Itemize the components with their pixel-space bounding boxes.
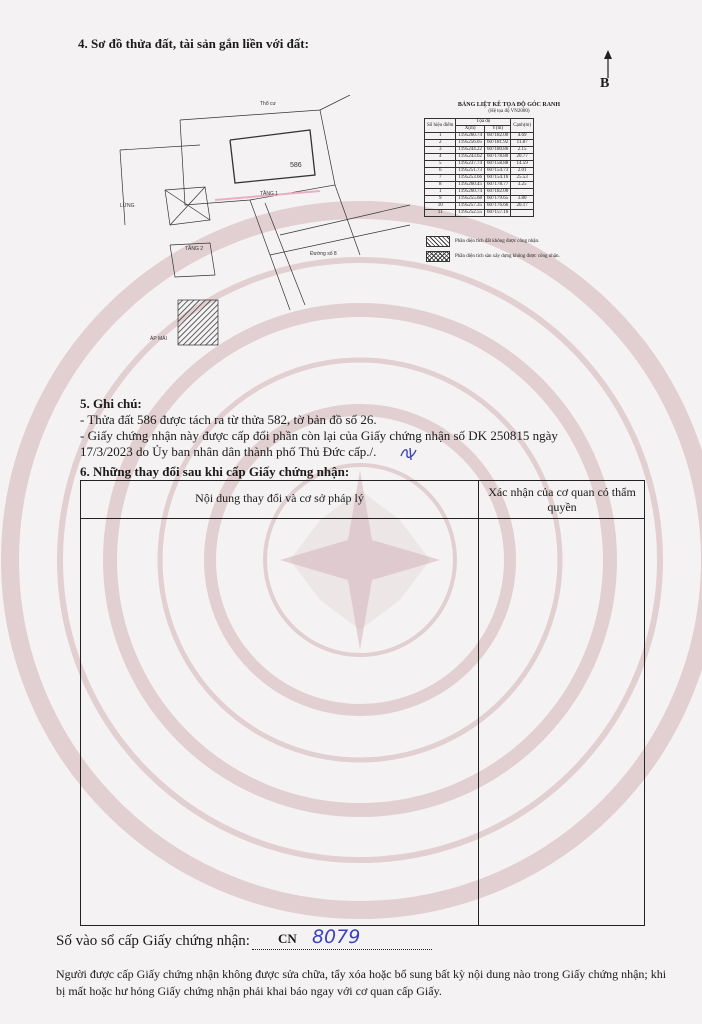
coord-header-id: Số hiệu điểm — [425, 119, 456, 133]
legend-text-land: Phần diện tích đất không được công nhận. — [455, 239, 540, 244]
coord-cell-c — [511, 189, 534, 196]
coord-cell-c: 4.69 — [511, 133, 534, 140]
coord-row — [425, 182, 534, 189]
coord-cell-x: 1195256.05 — [456, 140, 485, 147]
coord-cell-c: 3.80 — [511, 196, 534, 203]
register-field — [252, 926, 432, 950]
coord-cell-id: 3 — [425, 147, 456, 154]
register-label: Số vào sổ cấp Giấy chứng nhận: — [56, 933, 250, 949]
plan-tang2: TẦNG 2 — [185, 246, 204, 252]
legend-item-floor — [426, 251, 560, 262]
coord-row — [425, 175, 534, 182]
coord-cell-id: 1 — [425, 133, 456, 140]
coord-cell-c: 25.53 — [511, 175, 534, 182]
changes-table-divider — [478, 481, 479, 925]
footer-warning: Người được cấp Giấy chứng nhận không được sửa chữa, tẩy xóa hoặc bổ sung bất kỳ nội dung nào trong Giấy chứng nhận; khi bị mất hoặc hư hỏng Giấy chứng nhận phải khai báo ngay với cơ quan cấp Giấy. — [56, 967, 667, 998]
handwritten-initial — [398, 444, 420, 462]
coord-row — [425, 203, 534, 210]
coord-cell-c: 14.59 — [511, 161, 534, 168]
coord-cell-id: 2 — [425, 140, 456, 147]
coord-cell-y: 607182.00 — [484, 189, 510, 196]
coord-cell-y: 607158.88 — [484, 161, 510, 168]
coord-cell-c: 2.01 — [511, 168, 534, 175]
legend-item-land — [426, 236, 539, 247]
coord-cell-id: 11 — [425, 210, 456, 217]
coord-cell-x: 1195260.74 — [456, 189, 485, 196]
coord-cell-x: 1195244.22 — [456, 147, 485, 154]
coord-cell-y: 607176.66 — [484, 203, 510, 210]
coord-cell-x: 1195251.73 — [456, 168, 485, 175]
legend-swatch-land — [426, 236, 450, 247]
coord-cell-x: 1195253.66 — [456, 175, 485, 182]
coord-cell-x: 1195243.62 — [456, 154, 485, 161]
coord-row — [425, 210, 534, 217]
plan-long: LỬNG — [120, 203, 135, 209]
coord-cell-y: 607178.80 — [484, 154, 510, 161]
coord-rows-secondary — [425, 196, 534, 217]
coord-cell-y: 607179.65 — [484, 196, 510, 203]
coord-cell-x: 1195255.68 — [456, 196, 485, 203]
changes-col-content: Nội dung thay đổi và cơ sở pháp lý — [195, 491, 364, 505]
coord-row — [425, 133, 534, 140]
coord-cell-c: 3.25 — [511, 182, 534, 189]
section-6-title: 6. Những thay đổi sau khi cấp Giấy chứng nhận: — [80, 464, 350, 479]
coord-cell-c: 11.87 — [511, 140, 534, 147]
coord-cell-id: 7 — [425, 175, 456, 182]
coord-row — [425, 147, 534, 154]
coord-table-title: BẢNG LIỆT KÊ TỌA ĐỘ GÓC RANH — [457, 102, 561, 108]
coord-cell-c: 20.17 — [511, 203, 534, 210]
coord-row — [425, 189, 534, 196]
plan-ap-mai: ÁP MÁI — [150, 336, 167, 342]
register-line — [56, 926, 432, 950]
plan-top-label: Thổ cư — [260, 101, 276, 107]
changes-col-confirm: Xác nhận của cơ quan có thẩm quyền — [488, 485, 636, 514]
note-line-1: - Thửa đất 586 được tách ra từ thửa 582, tờ bản đồ số 26. — [80, 412, 377, 427]
coord-header-toado: Tọa độ — [456, 119, 511, 126]
coord-cell-x: 1195260.74 — [456, 133, 485, 140]
legend-text-floor: Phần diện tích sàn xây dựng không được công nhận. — [455, 254, 560, 259]
coord-row — [425, 196, 534, 203]
coord-cell-id: 9 — [425, 196, 456, 203]
coord-cell-c: 2.15 — [511, 147, 534, 154]
coord-row — [425, 161, 534, 168]
coord-cell-y: 607180.86 — [484, 147, 510, 154]
coord-header-y: Y(m) — [484, 126, 510, 133]
coord-cell-x: 1195237.74 — [456, 161, 485, 168]
section-5-title: 5. Ghi chú: — [80, 396, 142, 411]
coord-rows-main — [425, 133, 534, 196]
coord-cell-y: 607178.77 — [484, 182, 510, 189]
coord-table — [424, 118, 534, 217]
coord-cell-y: 607182.00 — [484, 133, 510, 140]
land-plot-diagram — [110, 95, 410, 370]
coord-row — [425, 140, 534, 147]
changes-table — [80, 480, 645, 926]
coord-cell-c: 20.77 — [511, 154, 534, 161]
coord-cell-id: 6 — [425, 168, 456, 175]
coord-cell-id: 5 — [425, 161, 456, 168]
coord-cell-y: 607181.92 — [484, 140, 510, 147]
coord-row — [425, 154, 534, 161]
plan-road: Đường số 8 — [310, 251, 337, 257]
coord-cell-c — [511, 210, 534, 217]
coord-table-subtitle: (Hệ tọa độ VN2000) — [488, 109, 530, 114]
coord-header-x: X(m) — [456, 126, 485, 133]
coord-cell-id: 4 — [425, 154, 456, 161]
north-arrow — [598, 50, 618, 100]
section-4-title: 4. Sơ đồ thửa đất, tài sản gắn liền với đất: — [78, 36, 309, 51]
coord-cell-y: 607154.73 — [484, 168, 510, 175]
coord-cell-x: 1195260.45 — [456, 182, 485, 189]
coord-cell-y: 607157.16 — [484, 210, 510, 217]
register-prefix: CN — [277, 931, 297, 946]
coord-header-canh: Cạnh(m) — [511, 119, 534, 133]
north-label: B — [600, 76, 610, 91]
coord-cell-id: 1 — [425, 189, 456, 196]
coord-cell-x: 1195257.35 — [456, 203, 485, 210]
note-line-3: 17/3/2023 do Ủy ban nhân dân thành phố Thủ Đức cấp./. — [80, 444, 377, 459]
coord-cell-id: 10 — [425, 203, 456, 210]
coord-cell-y: 607154.16 — [484, 175, 510, 182]
plan-tang1: TẦNG 1 — [260, 191, 279, 197]
coord-cell-x: 1195252.55 — [456, 210, 485, 217]
coord-cell-id: 8 — [425, 182, 456, 189]
note-line-2: - Giấy chứng nhận này được cấp đổi phần còn lại của Giấy chứng nhận số DK 250815 ngày — [80, 428, 558, 443]
plan-parcel-number: 586 — [290, 162, 302, 169]
register-number: 8079 — [311, 926, 361, 948]
legend-swatch-floor — [426, 251, 450, 262]
coord-row — [425, 168, 534, 175]
changes-table-header-line — [81, 518, 644, 519]
